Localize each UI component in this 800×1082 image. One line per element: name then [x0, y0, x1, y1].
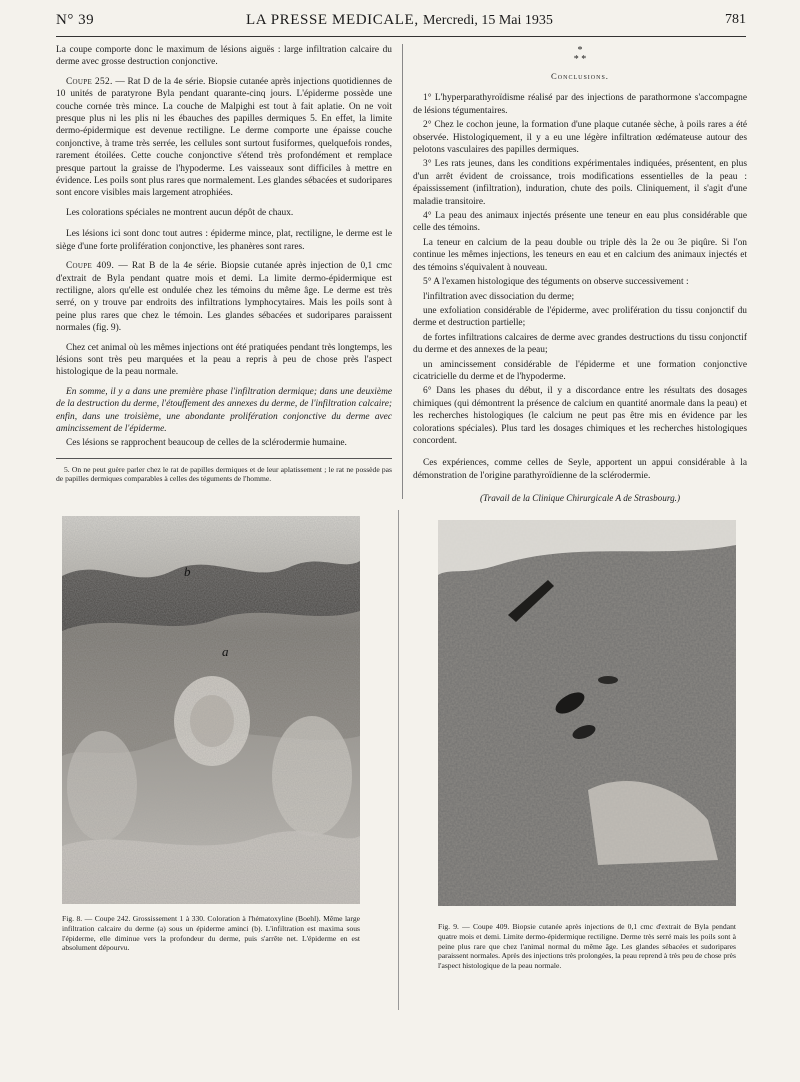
- page-header: [56, 12, 746, 34]
- star-bottom: * *: [573, 54, 587, 65]
- figure-8-label-b: b: [184, 564, 191, 579]
- figure-9-caption: Fig. 9. — Coupe 409. Biopsie cutanée après injections de 0,1 cmc d'extrait de Byla pendant quatre mois et demi. Limite dermo-épidermique rectiligne. Derme très serré mais les poils sont à peine plus rare que chez l'animal normal du même âge. Les glandes sébacées et sudoripares paraissent normales. Après des injections très prolongées, la peau reprend à très peu de chose près l'aspect histologique de la peau normale.: [438, 922, 736, 971]
- institution-credit: (Travail de la Clinique Chirurgicale A de Strasbourg.): [479, 493, 681, 504]
- left-column: [56, 44, 392, 484]
- journal-title: [246, 12, 553, 29]
- right-column: [413, 44, 747, 505]
- conclusion-5: 5° A l'examen histologique des téguments on observe successivement :: [423, 277, 689, 288]
- coupe-252-heading: Coupe 252.: [66, 76, 113, 87]
- paragraph-colorations: Les colorations spéciales ne montrent aucun dépôt de chaux.: [66, 207, 294, 218]
- conclusion-6: 6° Dans les phases du début, il y a discordance entre les résultats des dosages chimiques (qui démontrent la présence de calcium en quantité anormale dans la peau) et les recherches histologiques (le calcium ne peut pas être mis en évidence par les colorations spéciales). Plus tard les dosages chimiques et les recherches histologiques concordent.: [413, 386, 747, 446]
- footnote-text: 5. On ne peut guère parler chez le rat de papilles dermiques et de leur aplatissement ; le rat ne possède pas de papilles dermiques comparables à celles des téguments de l'homme.: [56, 464, 392, 484]
- header-rule: [56, 36, 746, 37]
- conclusion-4: 4° La peau des animaux injectés présente une teneur en eau plus considérable que celle des témoins.: [413, 211, 747, 234]
- conclusion-7: Ces expériences, comme celles de Seyle, apportent un appui considérable à la démonstration de l'origine parathyroïdienne de la sclérodermie.: [413, 458, 747, 481]
- paragraph-coupe-409: [56, 260, 392, 334]
- paragraph-lesions: Les lésions ici sont donc tout autres : épiderme mince, plat, rectiligne, le derme est le siège d'une forte prolifération conjonctive, les phanères sont rares.: [56, 229, 392, 252]
- coupe-409-heading: Coupe 409.: [66, 261, 115, 272]
- figure-8-caption: Fig. 8. — Coupe 242. Grossissement 1 à 330. Coloration à l'hématoxyline (Boehl). Même large infiltration calcaire du derme (a) sous un épiderme aminci (b). L'infiltration est maxima sous l'épiderme, elle diminue vers la profondeur du derme, puis s'arrête net. L'épiderme en est absolument dépourvu.: [62, 914, 360, 953]
- paragraph-scleroderma: Ces lésions se rapprochent beaucoup de celles de la sclérodermie humaine.: [66, 438, 347, 449]
- figure-divider: [398, 510, 399, 1010]
- figure-9-micrograph: [438, 520, 736, 906]
- conclusion-5d: un amincissement considérable de l'épiderme et une formation conjonctive cicatricielle du derme et de l'hypoderme.: [413, 359, 747, 382]
- column-divider: [402, 44, 403, 499]
- paragraph-coupe-252: [56, 76, 392, 200]
- section-stars: [413, 46, 747, 64]
- figure-8-image: [62, 516, 360, 904]
- paragraph-intro: La coupe comporte donc le maximum de lésions aiguës : large infiltration calcaire du derme avec grosse destruction conjonctive.: [56, 45, 392, 68]
- journal-name: LA PRESSE MEDICALE,: [246, 12, 419, 28]
- footnote: [56, 458, 392, 484]
- coupe-252-text: — Rat D de la 4e série. Biopsie cutanée après injections quotidiennes de 10 unités de paratyrone Byla pendant quarante-cinq jours. L'épiderme possède une couche cornée très mince. La couche de Malpighi est tout à fait aplatie. On ne voit presque plus ni les plis ni les ébauches des papilles dermiques 5. En effet, la limite dermo-épidermique est devenue rectiligne. Le derme comporte une épaisse couche conjonctive, à trame très serrée, les cellules sont surtout fusiformes, quelquefois rondes, rarement étoilées. Cette couche conjonctive s'étend très profondément et remplace presque partout la graisse de l'hypoderme. Les vaisseaux sont difficiles à mettre en évidence. Les poils sont plus rares que normalement. Les glandes sébacées et sudoripares sont encore visibles mais largement atrophiées.: [56, 76, 392, 199]
- conclusion-5c: de fortes infiltrations calcaires de derme avec grandes destructions du tissu conjonctif du derme et des annexes de la peau;: [413, 332, 747, 356]
- star-top: *: [577, 45, 583, 56]
- paragraph-summary: En somme, il y a dans une première phase l'infiltration dermique; dans une deuxième de la destruction du derme, l'étouffement des annexes du derme, de l'infiltration calcaire; enfin, dans une troisième, une abondante prolifération conjonctive du derme avec amincissement de l'épiderme.: [56, 386, 392, 434]
- conclusion-3: 3° Les rats jeunes, dans les conditions expérimentales indiquées, présentent, en plus d'un arrêt évident de croissance, trois modifications essentielles de la peau : épaississement (infiltration), induration, chute des poils. Cliniquement, il s'agit d'une maladie transitoire.: [413, 159, 747, 207]
- paragraph-long-injections: Chez cet animal où les mêmes injections ont été pratiquées pendant très longtemps, les lésions sont très peu marquées et la peau a repris à peu de chose près l'aspect histologique de la peau normale.: [56, 342, 392, 378]
- figure-9-image: [438, 520, 736, 906]
- coupe-409-text: — Rat B de la 4e série. Biopsie cutanée après injection de 0,1 cmc d'extrait de Byla pendant quatre mois et demi. La limite dermo-épidermique est rectiligne, alors qu'elle est ondulée chez les témoins du même âge. Le derme est très serré, on y trouve par endroits des infiltrations lymphocytaires. Mais les poils sont à peine plus rares que chez le témoin. Les glandes sébacées et sudoripares paraissent normales (fig. 9).: [56, 261, 392, 334]
- page-number: 781: [725, 12, 746, 27]
- conclusion-2: 2° Chez le cochon jeune, la formation d'une plaque cutanée sèche, à poils rares a été observée. Histologiquement, il y a eu une légère infiltration œdémateuse autour des pelotons vasculaires des papilles dermiques.: [413, 120, 747, 156]
- issue-date: Mercredi, 15 Mai 1935: [423, 13, 553, 28]
- conclusion-4-calcium: La teneur en calcium de la peau double ou triple dès la 2e ou 3e piqûre. Si l'on continue les mêmes injections, les teneurs en eau et en calcium des animaux injectés et des témoins s'équivalent à nouveau.: [413, 237, 747, 273]
- conclusion-1: 1° L'hyperparathyroïdisme réalisé par des injections de parathormone s'accompagne de lésions tégumentaires.: [413, 93, 747, 116]
- conclusion-5a: l'infiltration avec dissociation du derme;: [423, 291, 575, 302]
- figure-8-micrograph: [62, 516, 360, 904]
- conclusions-heading: Conclusions.: [551, 71, 609, 81]
- figure-8-label-a: a: [222, 644, 229, 659]
- issue-number: N° 39: [56, 12, 95, 28]
- conclusion-5b: une exfoliation considérable de l'épiderme, avec prolifération du tissu conjonctif du derme et destruction partielle;: [413, 305, 747, 329]
